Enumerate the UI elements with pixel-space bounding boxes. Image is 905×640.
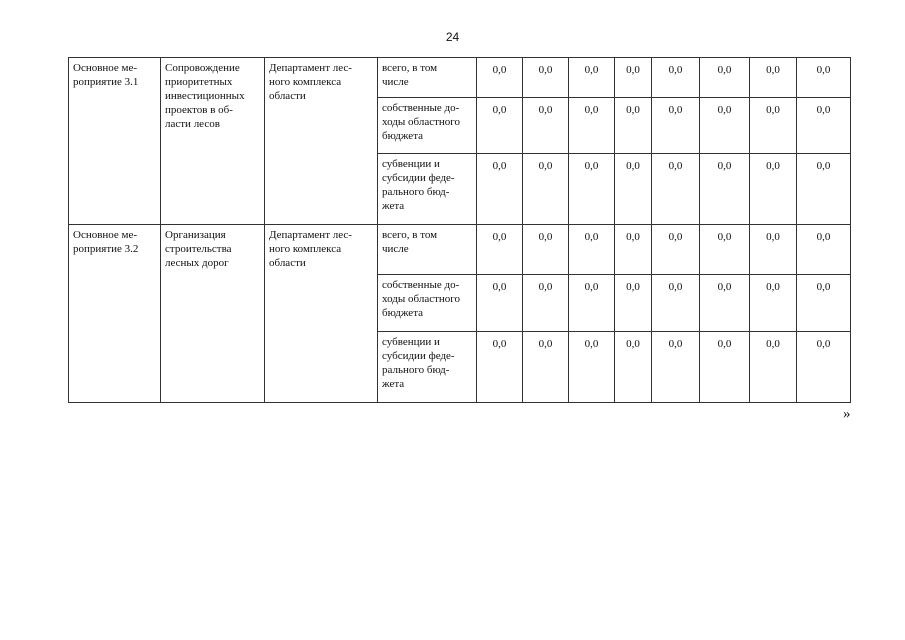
value-cell: 0,0 — [797, 98, 851, 154]
value-cell: 0,0 — [477, 154, 523, 225]
value-cell: 0,0 — [615, 154, 652, 225]
value-cell: 0,0 — [523, 332, 569, 403]
value-cell: 0,0 — [700, 275, 750, 332]
funding-source-cell: субвенции и субсидии феде- рального бюд- жета — [378, 332, 477, 403]
value-cell: 0,0 — [652, 275, 700, 332]
value-cell: 0,0 — [523, 58, 569, 98]
event-cell: Основное ме- роприятие 3.1 — [69, 58, 161, 225]
value-cell: 0,0 — [569, 275, 615, 332]
value-cell: 0,0 — [652, 332, 700, 403]
executor-cell: Департамент лес- ного комплекса области — [265, 58, 378, 225]
table-row — [69, 58, 851, 98]
value-cell: 0,0 — [750, 58, 797, 98]
value-cell: 0,0 — [615, 58, 652, 98]
value-cell: 0,0 — [477, 332, 523, 403]
funding-source-cell: всего, в том числе — [378, 58, 477, 98]
funding-source-cell: собственные до- ходы областного бюджета — [378, 275, 477, 332]
value-cell: 0,0 — [615, 275, 652, 332]
value-cell: 0,0 — [797, 275, 851, 332]
executor-cell: Департамент лес- ного комплекса области — [265, 225, 378, 403]
value-cell: 0,0 — [700, 154, 750, 225]
value-cell: 0,0 — [652, 58, 700, 98]
value-cell: 0,0 — [750, 154, 797, 225]
value-cell: 0,0 — [615, 332, 652, 403]
value-cell: 0,0 — [569, 154, 615, 225]
value-cell: 0,0 — [523, 225, 569, 275]
value-cell: 0,0 — [569, 225, 615, 275]
value-cell: 0,0 — [797, 154, 851, 225]
event-cell: Основное ме- роприятие 3.2 — [69, 225, 161, 403]
value-cell: 0,0 — [569, 98, 615, 154]
page-number: 24 — [445, 30, 460, 44]
value-cell: 0,0 — [797, 58, 851, 98]
value-cell: 0,0 — [523, 154, 569, 225]
value-cell: 0,0 — [700, 58, 750, 98]
value-cell: 0,0 — [652, 225, 700, 275]
value-cell: 0,0 — [652, 98, 700, 154]
closing-quote-mark: » — [843, 406, 851, 422]
value-cell: 0,0 — [615, 98, 652, 154]
value-cell: 0,0 — [523, 98, 569, 154]
title-cell: Организация строительства лесных дорог — [161, 225, 265, 403]
funding-source-cell: всего, в том числе — [378, 225, 477, 275]
value-cell: 0,0 — [700, 332, 750, 403]
title-cell: Сопровождение приоритетных инвестиционных проектов в об- ласти лесов — [161, 58, 265, 225]
value-cell: 0,0 — [477, 225, 523, 275]
value-cell: 0,0 — [569, 332, 615, 403]
value-cell: 0,0 — [477, 98, 523, 154]
table-row — [69, 225, 851, 275]
value-cell: 0,0 — [569, 58, 615, 98]
value-cell: 0,0 — [523, 275, 569, 332]
value-cell: 0,0 — [652, 154, 700, 225]
funding-source-cell: субвенции и субсидии феде- рального бюд- жета — [378, 154, 477, 225]
budget-table — [68, 57, 851, 403]
value-cell: 0,0 — [700, 98, 750, 154]
value-cell: 0,0 — [797, 225, 851, 275]
funding-source-cell: собственные до- ходы областного бюджета — [378, 98, 477, 154]
value-cell: 0,0 — [750, 225, 797, 275]
value-cell: 0,0 — [750, 275, 797, 332]
value-cell: 0,0 — [750, 98, 797, 154]
value-cell: 0,0 — [797, 332, 851, 403]
value-cell: 0,0 — [615, 225, 652, 275]
value-cell: 0,0 — [700, 225, 750, 275]
value-cell: 0,0 — [750, 332, 797, 403]
value-cell: 0,0 — [477, 275, 523, 332]
value-cell: 0,0 — [477, 58, 523, 98]
